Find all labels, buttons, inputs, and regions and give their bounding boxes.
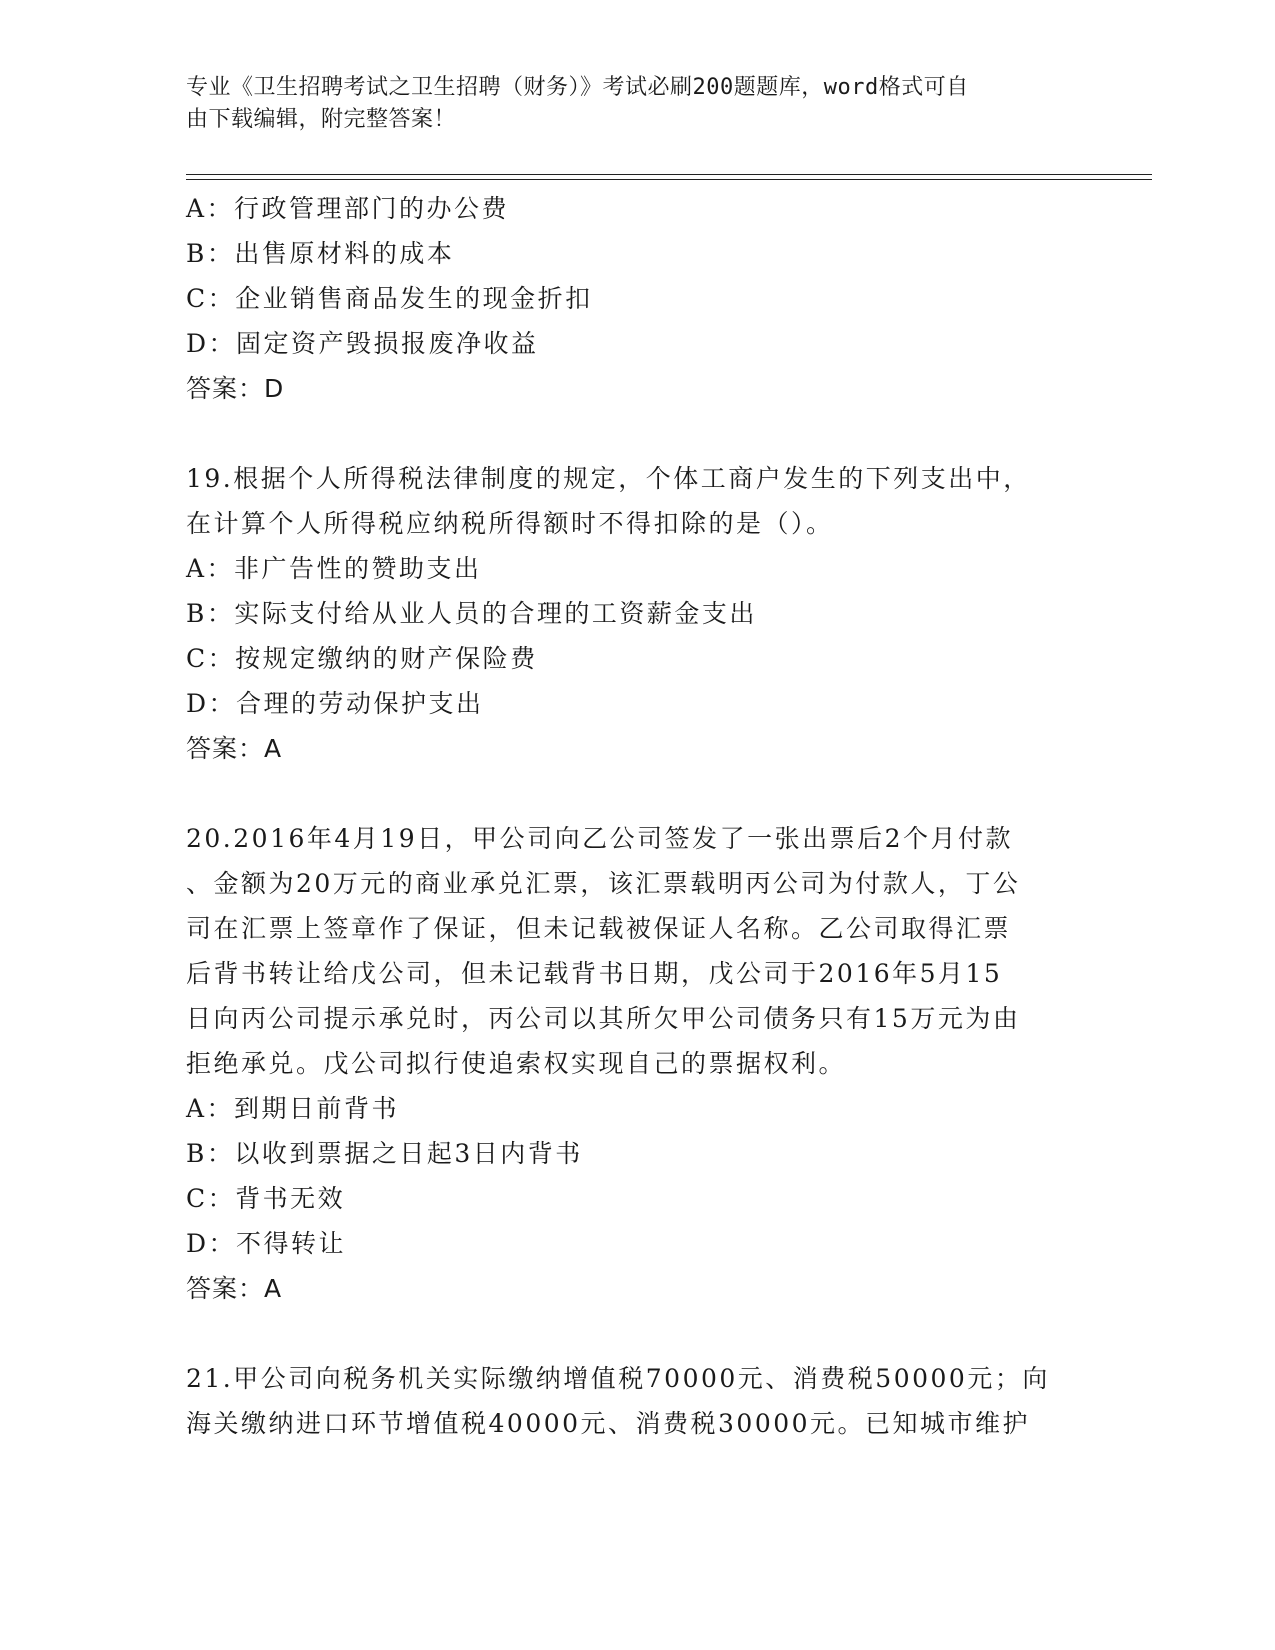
option-d: D：合理的劳动保护支出 — [186, 689, 484, 718]
option-b: B：实际支付给从业人员的合理的工资薪金支出 — [186, 599, 757, 628]
answer-line: 答案：D — [186, 374, 285, 403]
option-b: B：以收到票据之日起3日内背书 — [186, 1139, 583, 1168]
header-line-1: 专业《卫生招聘考试之卫生招聘（财务）》考试必刷200题题库，word格式可自 — [186, 75, 969, 100]
question-text-line: 20.2016年4月19日，甲公司向乙公司签发了一张出票后2个月付款 — [186, 824, 1014, 853]
option-a: A：非广告性的赞助支出 — [186, 554, 482, 583]
question-block — [186, 816, 1066, 1311]
header-divider-top — [186, 174, 1152, 175]
question-text-line: 21.甲公司向税务机关实际缴纳增值税70000元、消费税50000元；向 — [186, 1364, 1050, 1393]
option-d: D：固定资产毁损报废净收益 — [186, 329, 539, 358]
question-text-line: 拒绝承兑。戊公司拟行使追索权实现自己的票据权利。 — [186, 1049, 847, 1078]
question-block — [186, 186, 1066, 411]
question-text-line: 19.根据个人所得税法律制度的规定，个体工商户发生的下列支出中， — [186, 464, 1031, 493]
question-block — [186, 456, 1066, 771]
option-c: C：按规定缴纳的财产保险费 — [186, 644, 538, 673]
option-c: C：背书无效 — [186, 1184, 346, 1213]
option-c: C：企业销售商品发生的现金折扣 — [186, 284, 593, 313]
option-a: A：到期日前背书 — [186, 1094, 400, 1123]
question-text-line: 后背书转让给戊公司，但未记载背书日期，戊公司于2016年5月15 — [186, 959, 1003, 988]
question-text-line: 在计算个人所得税应纳税所得额时不得扣除的是（）。 — [186, 509, 834, 538]
header-divider-bottom — [186, 179, 1152, 180]
answer-line: 答案：A — [186, 1274, 283, 1303]
option-b: B：出售原材料的成本 — [186, 239, 455, 268]
document-body — [186, 186, 1066, 1446]
question-text-line: 司在汇票上签章作了保证，但未记载被保证人名称。乙公司取得汇票 — [186, 914, 1012, 943]
option-a: A：行政管理部门的办公费 — [186, 194, 510, 223]
question-text-line: 海关缴纳进口环节增值税40000元、消费税30000元。已知城市维护 — [186, 1409, 1031, 1438]
header-line-2: 由下载编辑，附完整答案！ — [186, 107, 457, 132]
question-text-line: 、金额为20万元的商业承兑汇票，该汇票载明丙公司为付款人，丁公 — [186, 869, 1021, 898]
document-header — [186, 72, 1066, 136]
spacer — [186, 771, 1066, 816]
answer-line: 答案：A — [186, 734, 283, 763]
spacer — [186, 1311, 1066, 1356]
spacer — [186, 411, 1066, 456]
option-d: D：不得转让 — [186, 1229, 347, 1258]
question-text-line: 日向丙公司提示承兑时，丙公司以其所欠甲公司债务只有15万元为由 — [186, 1004, 1021, 1033]
question-block — [186, 1356, 1066, 1446]
